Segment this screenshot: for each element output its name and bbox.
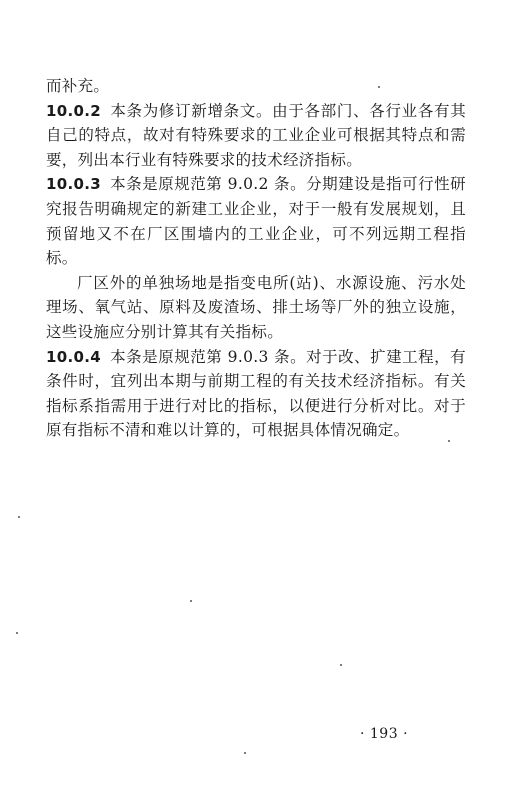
scan-speck: [340, 664, 342, 666]
paragraph-text: 而补充。: [46, 77, 110, 95]
clause-number: 10.0.2: [46, 101, 101, 120]
scan-speck: [190, 600, 192, 602]
clause-10-0-3: [46, 172, 466, 270]
paragraph-continuation: [46, 74, 466, 99]
scan-speck: [448, 440, 450, 442]
page-number: · 193 ·: [360, 726, 409, 742]
scan-speck: [378, 86, 380, 88]
paragraph-site-facilities: [46, 271, 466, 345]
paragraph-text: 本条是原规范第 9.0.2 条。分期建设是指可行性研究报告明确规定的新建工业企业，对于一般有发展规划，且预留地又不在厂区围墙内的工业企业，可不列远期工程指标。: [46, 175, 466, 268]
body-text: [46, 74, 466, 443]
paragraph-text: 本条为修订新增条文。由于各部门、各行业各有其自己的特点，故对有特殊要求的工业企业可根据其特点和需要，列出本行业有特殊要求的技术经济指标。: [46, 101, 466, 169]
scan-speck: [244, 752, 246, 754]
clause-10-0-4: [46, 345, 466, 443]
clause-number: 10.0.4: [46, 347, 101, 366]
paragraph-text: 厂区外的单独场地是指变电所(站)、水源设施、污水处理场、氧气站、原料及废渣场、排土场等厂外的独立设施，这些设施应分别计算其有关指标。: [46, 273, 466, 341]
scan-speck: [18, 516, 20, 518]
paragraph-text: 本条是原规范第 9.0.3 条。对于改、扩建工程，有条件时，宜列出本期与前期工程的有关技术经济指标。有关指标系指需用于进行对比的指标，以便进行分析对比。对于原有指标不清和难以计算的，可根据具体情况确定。: [46, 347, 466, 440]
clause-10-0-2: [46, 99, 466, 173]
clause-number: 10.0.3: [46, 175, 101, 194]
scan-speck: [16, 632, 18, 634]
